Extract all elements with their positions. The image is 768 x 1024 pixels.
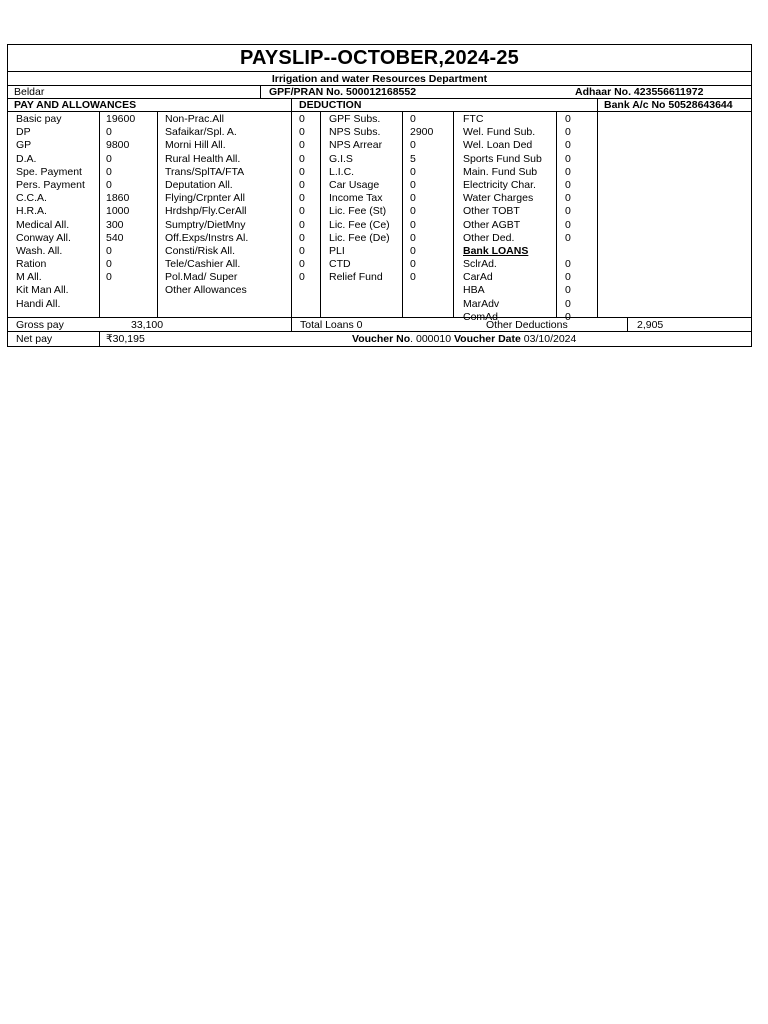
- extra-deduction-label: FTC: [463, 113, 484, 125]
- allowance-value: [106, 284, 157, 297]
- other-allowance-value: 0: [299, 205, 305, 218]
- other-allowance-value: 0: [299, 113, 305, 125]
- other-allowance-value: 0: [299, 218, 305, 231]
- extra-deduction-value: 0: [565, 310, 571, 323]
- total-loans: Total Loans 0: [300, 319, 363, 331]
- extra-deduction-values: [557, 112, 598, 323]
- allowance-value: 9800: [106, 139, 130, 152]
- allowance-label: Kit Man All.: [16, 284, 69, 297]
- allowance-label: Conway All.: [16, 231, 71, 244]
- extra-deduction-labels: [454, 112, 557, 323]
- blank-column: [598, 112, 751, 317]
- deduction-value: 0: [410, 113, 416, 125]
- deduction-label: Lic. Fee (St): [329, 205, 387, 218]
- extra-deduction-value: 0: [565, 297, 571, 310]
- extra-deduction-label: Other TOBT: [463, 205, 520, 218]
- deduction-label: Lic. Fee (Ce): [329, 218, 390, 231]
- extra-deduction-label: ComAd: [463, 310, 499, 323]
- other-allowance-label: Safaikar/Spl. A.: [165, 126, 237, 139]
- allowance-label: M All.: [16, 271, 42, 284]
- deduction-label: L.I.C.: [329, 165, 355, 178]
- allowance-value: 0: [106, 165, 112, 178]
- extra-deduction-label: HBA: [463, 284, 485, 297]
- deduction-label: G.I.S: [329, 152, 353, 165]
- extra-deduction-value: 0: [565, 258, 571, 271]
- voucher-info: [260, 332, 751, 346]
- deduction-label: Income Tax: [329, 192, 383, 205]
- voucher-date: 03/10/2024: [523, 333, 577, 345]
- deduction-value: 0: [410, 165, 416, 178]
- allowance-value: 300: [106, 218, 124, 231]
- allowance-label: C.C.A.: [16, 192, 47, 205]
- extra-deduction-label: Main. Fund Sub: [463, 165, 538, 178]
- net-pay-value: ₹30,195: [106, 333, 145, 345]
- extra-deduction-label: MarAdv: [463, 297, 500, 310]
- voucher-no-label: Voucher No: [352, 333, 411, 345]
- extra-deduction-value: 0: [565, 178, 571, 191]
- bank-account-number: Bank A/c No 50528643644: [604, 99, 733, 111]
- allowance-value: 19600: [106, 113, 136, 125]
- allowance-value: 0: [106, 178, 112, 191]
- allowance-value: 0: [106, 258, 112, 271]
- deduction-label: GPF Subs.: [329, 113, 381, 125]
- other-allowance-label: Off.Exps/Instrs Al.: [165, 231, 249, 244]
- allowance-labels: [8, 112, 100, 317]
- allowance-label: Ration: [16, 258, 47, 271]
- allowance-value: 1000: [106, 205, 130, 218]
- allowance-values: [100, 112, 158, 317]
- extra-deduction-value: 0: [565, 284, 571, 297]
- extra-deduction-value: 0: [565, 231, 571, 244]
- allowance-value: 0: [106, 152, 112, 165]
- other-allowance-value: 0: [299, 178, 305, 191]
- deduction-value: 0: [410, 218, 416, 231]
- deduction-label: CTD: [329, 258, 351, 271]
- net-pay-label: Net pay: [8, 332, 100, 346]
- allowance-label: Handi All.: [16, 297, 61, 310]
- extra-deduction-value: 0: [565, 271, 571, 284]
- other-allowance-label: Morni Hill All.: [165, 139, 226, 152]
- allowance-label: Pers. Payment: [16, 178, 85, 191]
- allowance-label: Wash. All.: [16, 244, 63, 257]
- extra-deduction-label: Bank LOANS: [463, 244, 529, 257]
- payslip-body: [8, 112, 751, 323]
- other-allowance-label: Rural Health All.: [165, 152, 241, 165]
- extra-deduction-value: 0: [565, 126, 571, 139]
- other-allowance-values: [292, 112, 321, 317]
- allowance-value: 0: [106, 271, 112, 284]
- extra-deduction-label: Other Ded.: [463, 231, 515, 244]
- allowance-value: 0: [106, 244, 112, 257]
- net-pay-row: [8, 332, 751, 346]
- extra-deduction-value: 0: [565, 152, 571, 165]
- gross-pay-label: Gross pay: [16, 319, 64, 331]
- payslip-title: PAYSLIP--OCTOBER,2024-25: [8, 45, 751, 72]
- other-allowance-label: Hrdshp/Fly.CerAll: [165, 205, 247, 218]
- department-name: Irrigation and water Resources Department: [8, 72, 751, 86]
- voucher-no: . 000010: [410, 333, 452, 345]
- other-allowance-label: Consti/Risk All.: [165, 244, 236, 257]
- deduction-value: 0: [410, 244, 416, 257]
- other-allowance-value: 0: [299, 244, 305, 257]
- deduction-values: [403, 112, 454, 317]
- deduction-label: Lic. Fee (De): [329, 231, 390, 244]
- other-allowance-value: 0: [299, 192, 305, 205]
- deduction-value: 2900: [410, 126, 434, 139]
- extra-deduction-label: Wel. Loan Ded: [463, 139, 533, 152]
- other-allowance-value: 0: [299, 139, 305, 152]
- extra-deduction-label: Water Charges: [463, 192, 534, 205]
- extra-deduction-value: 0: [565, 218, 571, 231]
- allowance-label: H.R.A.: [16, 205, 47, 218]
- other-allowance-label: Deputation All.: [165, 178, 233, 191]
- other-allowance-label: Non-Prac.All: [165, 113, 224, 125]
- other-allowance-value: 0: [299, 165, 305, 178]
- other-deductions-value: 2,905: [637, 319, 664, 331]
- allowance-label: Spe. Payment: [16, 165, 82, 178]
- other-allowance-label: Tele/Cashier All.: [165, 258, 241, 271]
- deduction-labels: [321, 112, 403, 317]
- designation: Beldar: [8, 86, 261, 98]
- other-allowance-value: 0: [299, 231, 305, 244]
- voucher-date-label: Voucher Date: [453, 333, 521, 345]
- other-allowance-label: Pol.Mad/ Super: [165, 271, 238, 284]
- extra-deduction-value: 0: [565, 205, 571, 218]
- gross-pay-row: [8, 318, 751, 332]
- deduction-value: 0: [410, 192, 416, 205]
- allowance-value: 0: [106, 126, 112, 139]
- extra-deduction-label: SclrAd.: [463, 258, 497, 271]
- deduction-value: 0: [410, 271, 416, 284]
- pay-allowances-heading: PAY AND ALLOWANCES: [8, 99, 292, 111]
- other-allowance-label: Trans/SplTA/FTA: [165, 165, 245, 178]
- deduction-heading: DEDUCTION: [292, 99, 598, 111]
- deduction-value: 0: [410, 178, 416, 191]
- extra-deduction-label: Electricity Char.: [463, 178, 536, 191]
- adhaar-number: Adhaar No. 423556611972: [575, 85, 704, 98]
- extra-deduction-value: [565, 245, 597, 258]
- allowance-label: D.A.: [16, 152, 37, 165]
- other-allowance-label: Sumptry/DietMny: [165, 218, 246, 231]
- extra-deduction-label: Sports Fund Sub: [463, 152, 542, 165]
- allowance-label: GP: [16, 139, 32, 152]
- allowance-label: Basic pay: [16, 113, 62, 125]
- extra-deduction-label: Wel. Fund Sub.: [463, 126, 536, 139]
- other-allowance-value: 0: [299, 271, 305, 284]
- deduction-label: NPS Subs.: [329, 126, 381, 139]
- deduction-label: NPS Arrear: [329, 139, 383, 152]
- gpf-pran-number: GPF/PRAN No. 500012168552: [269, 85, 417, 98]
- deduction-value: 0: [410, 205, 416, 218]
- section-headings: [8, 99, 751, 112]
- deduction-label: PLI: [329, 244, 345, 257]
- other-allowance-labels: [158, 112, 292, 317]
- deduction-value: 0: [410, 231, 416, 244]
- deduction-value: 0: [410, 258, 416, 271]
- extra-deduction-value: 0: [565, 192, 571, 205]
- other-allowance-value: 0: [299, 258, 305, 271]
- allowance-value: 1860: [106, 192, 130, 205]
- deduction-label: Car Usage: [329, 178, 380, 191]
- extra-deduction-value: 0: [565, 139, 571, 152]
- deduction-value: 5: [410, 152, 416, 165]
- other-allowance-label: Other Allowances: [165, 284, 247, 297]
- employee-info-row: [8, 86, 751, 99]
- allowance-label: DP: [16, 126, 31, 139]
- extra-deduction-label: CarAd: [463, 271, 493, 284]
- allowance-label: Medical All.: [16, 218, 70, 231]
- payslip: [7, 44, 752, 347]
- deduction-label: Relief Fund: [329, 271, 383, 284]
- gross-pay-value: 33,100: [103, 318, 292, 331]
- other-allowance-value: 0: [299, 152, 305, 165]
- extra-deduction-value: 0: [565, 113, 571, 125]
- other-allowance-value: [299, 284, 320, 297]
- allowance-value: [106, 298, 157, 311]
- extra-deduction-label: Other AGBT: [463, 218, 521, 231]
- extra-deduction-value: 0: [565, 165, 571, 178]
- other-deductions-label: Other Deductions: [470, 318, 628, 331]
- other-allowance-value: 0: [299, 126, 305, 139]
- allowance-value: 540: [106, 231, 124, 244]
- deduction-value: 0: [410, 139, 416, 152]
- other-allowance-label: Flying/Crpnter All: [165, 192, 245, 205]
